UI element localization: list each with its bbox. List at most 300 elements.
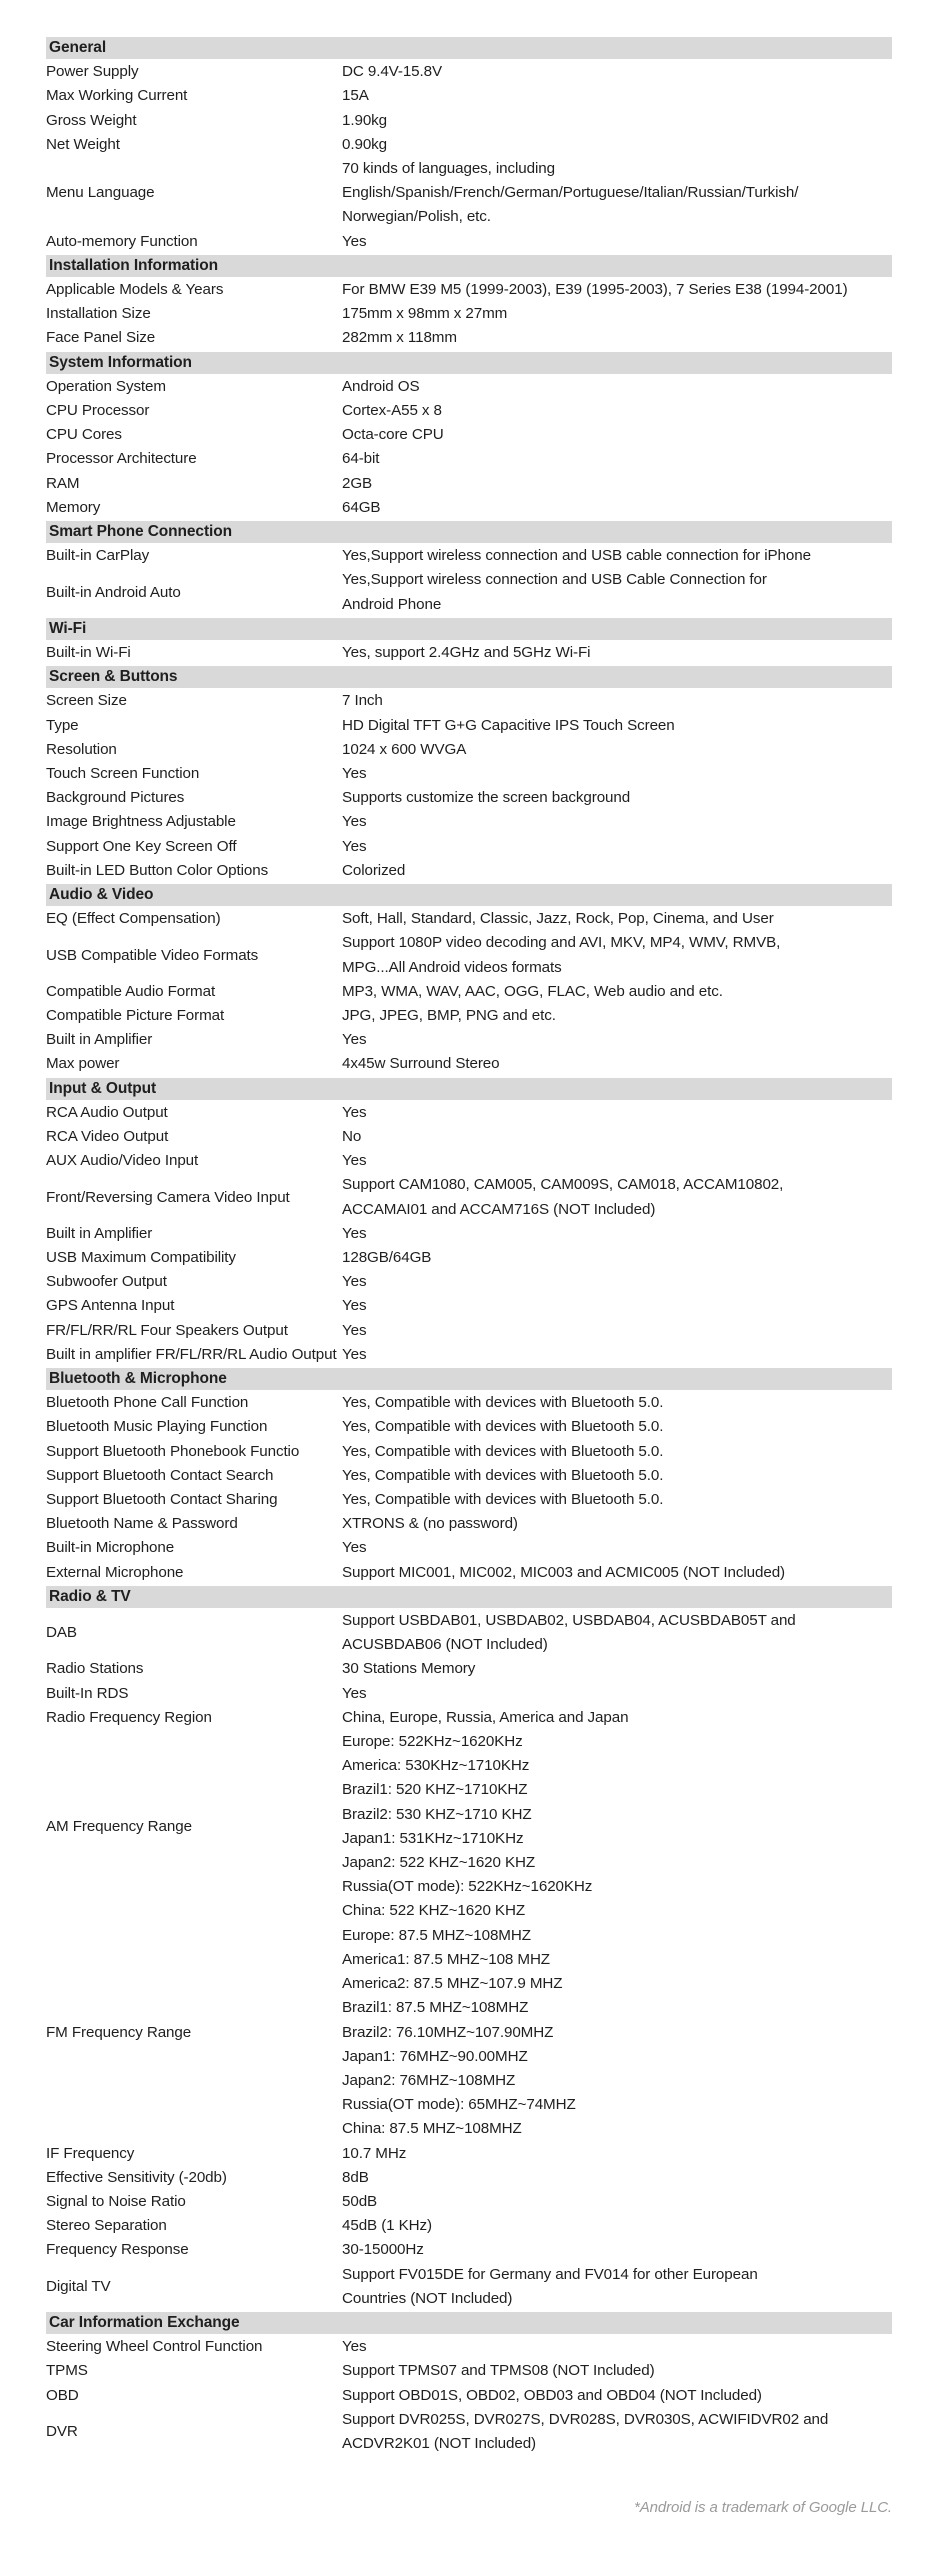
spec-row [46, 472, 892, 496]
spec-value [342, 278, 892, 302]
spec-value-line: 70 kinds of languages, including [342, 160, 555, 177]
spec-value [342, 714, 892, 738]
spec-value [342, 1294, 892, 1318]
spec-row [46, 1125, 892, 1149]
spec-value-line: Countries (NOT Included) [342, 2289, 513, 2307]
spec-row [46, 1657, 892, 1681]
spec-value-line: 128GB/64GB [342, 1249, 432, 1267]
spec-row [46, 230, 892, 254]
spec-value [342, 1149, 892, 1173]
section-header: Screen & Buttons [46, 666, 892, 688]
spec-row [46, 544, 892, 568]
spec-value-line: Android Phone [342, 595, 442, 613]
spec-row [46, 2166, 892, 2190]
spec-row [46, 447, 892, 471]
spec-value-line: 2GB [342, 474, 373, 492]
spec-label: External Microphone [46, 1563, 184, 1581]
spec-value-line: Yes [342, 232, 367, 250]
spec-label: Processor Architecture [46, 450, 197, 468]
spec-row [46, 157, 892, 230]
spec-row [46, 762, 892, 786]
spec-value [342, 1609, 892, 1657]
spec-value [342, 2214, 892, 2238]
spec-value-line: China, Europe, Russia, America and Japan [342, 1708, 629, 1726]
spec-value-line: 1.90kg [342, 111, 387, 129]
spec-row [46, 931, 892, 979]
spec-row [46, 641, 892, 665]
spec-value [342, 326, 892, 350]
spec-value-line: MPG...All Android videos formats [342, 958, 562, 976]
spec-value [342, 1270, 892, 1294]
spec-label: Built-in Microphone [46, 1539, 175, 1557]
spec-value [342, 1052, 892, 1076]
spec-value [342, 472, 892, 496]
spec-value-line: Supports customize the screen background [342, 789, 631, 807]
spec-value-line: XTRONS & (no password) [342, 1515, 518, 1533]
spec-row [46, 1391, 892, 1415]
spec-value [342, 1391, 892, 1415]
spec-label: FM Frequency Range [46, 2023, 192, 2041]
spec-label: Frequency Response [46, 2241, 189, 2259]
spec-value-line: No [342, 1128, 362, 1146]
spec-value [342, 1173, 892, 1221]
spec-value-line: ACCAMAI01 and ACCAM716S (NOT Included) [342, 1200, 656, 1218]
spec-value-line: Yes [342, 1152, 367, 1170]
spec-value-line: 30 Stations Memory [342, 1660, 476, 1678]
spec-row [46, 907, 892, 931]
spec-value [342, 1028, 892, 1052]
spec-label: Resolution [46, 740, 117, 758]
section-header: Car Information Exchange [46, 2312, 892, 2334]
spec-value [342, 1924, 892, 2142]
spec-row [46, 399, 892, 423]
spec-value-line: Brazil1: 87.5 MHZ~108MHZ [342, 1999, 529, 2017]
spec-value [342, 302, 892, 326]
spec-value-line: Yes [342, 1031, 367, 1049]
spec-row [46, 1440, 892, 1464]
spec-value [342, 641, 892, 665]
spec-label: Max power [46, 1055, 120, 1073]
spec-label: Bluetooth Phone Call Function [46, 1394, 249, 1412]
spec-row [46, 2384, 892, 2408]
spec-row [46, 496, 892, 520]
spec-label: Applicable Models & Years [46, 281, 224, 298]
spec-value [342, 907, 892, 931]
spec-value [342, 835, 892, 859]
spec-value-line: ACDVR2K01 (NOT Included) [342, 2434, 536, 2452]
spec-value-line: 282mm x 118mm [342, 329, 457, 347]
spec-row [46, 423, 892, 447]
spec-label: Built in amplifier FR/FL/RR/RL Audio Output [46, 1345, 337, 1363]
spec-value-line: Cortex-A55 x 8 [342, 402, 442, 419]
spec-value-line: America: 530KHz~1710KHz [342, 1757, 530, 1775]
spec-row [46, 1488, 892, 1512]
spec-label: Effective Sensitivity (-20db) [46, 2168, 227, 2186]
spec-value-line: Japan2: 76MHZ~108MHZ [342, 2071, 516, 2089]
spec-label: Face Panel Size [46, 329, 156, 347]
spec-label: Built-in Wi-Fi [46, 644, 131, 661]
spec-row [46, 2142, 892, 2166]
spec-label: TPMS [46, 2362, 88, 2380]
section-header: Installation Information [46, 255, 892, 277]
spec-value [342, 1561, 892, 1585]
spec-row [46, 714, 892, 738]
spec-value-line: MP3, WMA, WAV, AAC, OGG, FLAC, Web audio and etc. [342, 982, 723, 1000]
spec-label: AUX Audio/Video Input [46, 1152, 199, 1170]
spec-label: Compatible Picture Format [46, 1007, 225, 1025]
spec-label: Signal to Noise Ratio [46, 2192, 186, 2210]
spec-value [342, 1222, 892, 1246]
spec-label: Compatible Audio Format [46, 982, 216, 1000]
spec-value-line: Brazil2: 76.10MHZ~107.90MHZ [342, 2023, 554, 2041]
spec-label: RCA Video Output [46, 1128, 169, 1146]
spec-value [342, 447, 892, 471]
spec-row [46, 1609, 892, 1657]
spec-value-line: Soft, Hall, Standard, Classic, Jazz, Rock, Pop, Cinema, and User [342, 910, 774, 928]
spec-row [46, 689, 892, 713]
spec-row [46, 1101, 892, 1125]
spec-value-line: Brazil2: 530 KHZ~1710 KHZ [342, 1805, 532, 1823]
section-header: Smart Phone Connection [46, 521, 892, 543]
spec-value [342, 689, 892, 713]
section-header: System Information [46, 352, 892, 374]
spec-value-line: Yes [342, 1684, 367, 1702]
spec-value-line: Europe: 522KHz~1620KHz [342, 1733, 523, 1751]
section-header: Radio & TV [46, 1586, 892, 1608]
spec-row [46, 375, 892, 399]
spec-row [46, 859, 892, 883]
spec-label: Steering Wheel Control Function [46, 2338, 263, 2356]
spec-label: OBD [46, 2386, 79, 2404]
spec-row [46, 1512, 892, 1536]
spec-value [342, 133, 892, 157]
spec-row [46, 1004, 892, 1028]
android-trademark-note: *Android is a trademark of Google LLC. [633, 2499, 892, 2516]
spec-value-line: Norwegian/Polish, etc. [342, 208, 491, 226]
spec-label: RAM [46, 474, 80, 492]
spec-value-line: 10.7 MHz [342, 2144, 407, 2162]
spec-value-line: 64-bit [342, 450, 380, 468]
spec-value [342, 786, 892, 810]
spec-value-line: English/Spanish/French/German/Portuguese/Italian/Russian/Turkish/ [342, 184, 799, 202]
spec-value [342, 1682, 892, 1706]
spec-value-line: Yes [342, 1345, 367, 1363]
spec-value [342, 2335, 892, 2359]
spec-value-line: Support MIC001, MIC002, MIC003 and ACMIC005 (NOT Included) [342, 1563, 786, 1581]
spec-row [46, 568, 892, 616]
spec-label: IF Frequency [46, 2144, 135, 2162]
spec-label: Built in Amplifier [46, 1031, 153, 1049]
spec-value-line: China: 522 KHZ~1620 KHZ [342, 1902, 526, 1920]
spec-row [46, 302, 892, 326]
spec-value-line: 64GB [342, 498, 381, 516]
spec-value [342, 2166, 892, 2190]
spec-label: Type [46, 716, 79, 734]
spec-value [342, 157, 892, 230]
spec-row [46, 1028, 892, 1052]
spec-value [342, 762, 892, 786]
spec-table [46, 36, 892, 2456]
spec-value-line: Japan1: 76MHZ~90.00MHZ [342, 2047, 528, 2065]
spec-label: Built in Amplifier [46, 1224, 153, 1242]
spec-row [46, 1924, 892, 2142]
spec-value-line: Yes [342, 1103, 367, 1121]
spec-value-line: 30-15000Hz [342, 2241, 424, 2259]
spec-value-line: 0.90kg [342, 135, 387, 153]
spec-value-line: DC 9.4V-15.8V [342, 63, 443, 81]
spec-value-line: 1024 x 600 WVGA [342, 740, 467, 758]
spec-value [342, 1004, 892, 1028]
spec-label: Radio Stations [46, 1660, 144, 1678]
spec-label: Support One Key Screen Off [46, 837, 237, 855]
spec-value-line: Support DVR025S, DVR027S, DVR028S, DVR030S, ACWIFIDVR02 and [342, 2410, 829, 2428]
spec-row [46, 1730, 892, 1924]
spec-value-line: Support FV015DE for Germany and FV014 for other European [342, 2265, 758, 2283]
spec-value-line: Support OBD01S, OBD02, OBD03 and OBD04 (NOT Included) [342, 2386, 762, 2404]
spec-value-line: For BMW E39 M5 (1999-2003), E39 (1995-2003), 7 Series E38 (1994-2001) [342, 281, 848, 298]
spec-label: DVR [46, 2422, 78, 2440]
spec-label: Bluetooth Name & Password [46, 1515, 238, 1533]
spec-value-line: ACUSBDAB06 (NOT Included) [342, 1636, 548, 1654]
spec-value-line: Russia(OT mode): 65MHZ~74MHZ [342, 2096, 576, 2114]
spec-value-line: Russia(OT mode): 522KHz~1620KHz [342, 1878, 593, 1896]
spec-label: Built-in CarPlay [46, 547, 150, 565]
spec-value [342, 1319, 892, 1343]
spec-value-line: America2: 87.5 MHZ~107.9 MHZ [342, 1975, 563, 1993]
spec-label: USB Maximum Compatibility [46, 1249, 236, 1267]
spec-label: Support Bluetooth Contact Sharing [46, 1491, 278, 1509]
spec-value-line: Yes, Compatible with devices with Bluetooth 5.0. [342, 1491, 664, 1509]
spec-value [342, 738, 892, 762]
spec-label: FR/FL/RR/RL Four Speakers Output [46, 1321, 288, 1339]
spec-row [46, 2238, 892, 2262]
spec-value [342, 980, 892, 1004]
spec-row [46, 1415, 892, 1439]
spec-row [46, 109, 892, 133]
spec-row [46, 1706, 892, 1730]
spec-row [46, 1052, 892, 1076]
spec-value [342, 931, 892, 979]
spec-row [46, 1173, 892, 1221]
spec-value-line: Yes [342, 1224, 367, 1242]
spec-value-line: Android OS [342, 377, 420, 395]
spec-row [46, 326, 892, 350]
spec-row [46, 835, 892, 859]
spec-value-line: JPG, JPEG, BMP, PNG and etc. [342, 1007, 556, 1025]
spec-row [46, 1464, 892, 1488]
spec-label: Built-in LED Button Color Options [46, 861, 269, 879]
spec-label: Screen Size [46, 692, 127, 710]
spec-value-line: Yes [342, 2338, 367, 2356]
spec-value-line: Yes [342, 1273, 367, 1291]
spec-value-line: Yes, support 2.4GHz and 5GHz Wi-Fi [342, 644, 591, 661]
spec-value-line: Europe: 87.5 MHZ~108MHZ [342, 1926, 531, 1944]
spec-row [46, 2408, 892, 2456]
spec-label: Digital TV [46, 2277, 111, 2295]
spec-value-line: Yes [342, 1321, 367, 1339]
spec-value-line: Japan2: 522 KHZ~1620 KHZ [342, 1854, 536, 1872]
spec-value-line: Yes [342, 837, 367, 855]
spec-value-line: Yes, Compatible with devices with Bluetooth 5.0. [342, 1442, 664, 1460]
spec-value [342, 2238, 892, 2262]
spec-row [46, 2263, 892, 2311]
spec-label: Operation System [46, 377, 166, 395]
spec-value [342, 1101, 892, 1125]
spec-label: DAB [46, 1624, 77, 1642]
spec-row [46, 980, 892, 1004]
spec-value-line: 50dB [342, 2192, 378, 2210]
spec-label: Radio Frequency Region [46, 1708, 212, 1726]
spec-value [342, 810, 892, 834]
spec-value-line: Yes, Compatible with devices with Bluetooth 5.0. [342, 1418, 664, 1436]
spec-row [46, 60, 892, 84]
spec-label: Support Bluetooth Phonebook Functio [46, 1442, 300, 1460]
spec-value [342, 1512, 892, 1536]
spec-value [342, 2384, 892, 2408]
spec-label: Stereo Separation [46, 2217, 167, 2235]
spec-value-line: America1: 87.5 MHZ~108 MHZ [342, 1950, 550, 1968]
spec-label: Memory [46, 498, 101, 516]
spec-value [342, 496, 892, 520]
spec-value [342, 859, 892, 883]
spec-label: Front/Reversing Camera Video Input [46, 1188, 290, 1206]
spec-value-line: Yes,Support wireless connection and USB Cable Connection for [342, 571, 767, 589]
spec-label: Net Weight [46, 135, 120, 153]
spec-value [342, 568, 892, 616]
spec-row [46, 278, 892, 302]
spec-value [342, 1730, 892, 1924]
section-header: Input & Output [46, 1078, 892, 1100]
section-header: Audio & Video [46, 884, 892, 906]
section-header: Wi-Fi [46, 618, 892, 640]
spec-label: Built-In RDS [46, 1684, 129, 1702]
spec-label: Built-in Android Auto [46, 583, 181, 601]
spec-row [46, 2214, 892, 2238]
spec-row [46, 786, 892, 810]
spec-label: Bluetooth Music Playing Function [46, 1418, 268, 1436]
spec-row [46, 1561, 892, 1585]
spec-value-line: Support TPMS07 and TPMS08 (NOT Included) [342, 2362, 655, 2380]
spec-value [342, 1125, 892, 1149]
spec-value [342, 1440, 892, 1464]
spec-value [342, 2263, 892, 2311]
spec-value [342, 109, 892, 133]
spec-row [46, 1294, 892, 1318]
spec-value-line: 8dB [342, 2168, 369, 2186]
spec-value-line: Yes [342, 813, 367, 831]
spec-label: Power Supply [46, 63, 139, 81]
spec-value [342, 1657, 892, 1681]
spec-value [342, 2190, 892, 2214]
spec-value-line: 175mm x 98mm x 27mm [342, 305, 508, 323]
spec-value-line: 15A [342, 87, 369, 105]
spec-value-line: Support USBDAB01, USBDAB02, USBDAB04, ACUSBDAB05T and [342, 1612, 796, 1630]
spec-row [46, 1270, 892, 1294]
spec-value [342, 1246, 892, 1270]
spec-row [46, 2190, 892, 2214]
spec-value-line: Yes,Support wireless connection and USB cable connection for iPhone [342, 547, 811, 565]
spec-value [342, 2408, 892, 2456]
spec-value [342, 399, 892, 423]
spec-label: Menu Language [46, 184, 155, 202]
spec-row [46, 810, 892, 834]
spec-label: Installation Size [46, 305, 151, 323]
spec-label: USB Compatible Video Formats [46, 946, 259, 964]
spec-value-line: Yes [342, 765, 367, 782]
spec-label: CPU Cores [46, 426, 122, 444]
spec-row [46, 1682, 892, 1706]
spec-label: Support Bluetooth Contact Search [46, 1466, 274, 1484]
spec-label: Touch Screen Function [46, 765, 200, 782]
spec-value [342, 1415, 892, 1439]
spec-value-line: Octa-core CPU [342, 426, 444, 444]
spec-value [342, 1706, 892, 1730]
spec-value-line: Colorized [342, 861, 406, 879]
spec-label: Max Working Current [46, 87, 188, 105]
spec-label: Image Brightness Adjustable [46, 813, 236, 831]
spec-value-line: Japan1: 531KHz~1710KHz [342, 1829, 524, 1847]
spec-row [46, 84, 892, 108]
spec-label: CPU Processor [46, 402, 150, 419]
spec-value-line: Brazil1: 520 KHZ~1710KHZ [342, 1781, 528, 1799]
spec-label: Subwoofer Output [46, 1273, 167, 1291]
spec-label: AM Frequency Range [46, 1817, 192, 1835]
spec-value-line: Yes [342, 1297, 367, 1315]
spec-row [46, 1149, 892, 1173]
spec-value [342, 84, 892, 108]
spec-value [342, 60, 892, 84]
spec-row [46, 1343, 892, 1367]
spec-label: Gross Weight [46, 111, 137, 129]
spec-value-line: China: 87.5 MHZ~108MHZ [342, 2120, 522, 2138]
spec-row [46, 2335, 892, 2359]
spec-value-line: Support 1080P video decoding and AVI, MKV, MP4, WMV, RMVB, [342, 934, 781, 952]
spec-value [342, 1536, 892, 1560]
spec-label: Background Pictures [46, 789, 185, 807]
spec-value [342, 544, 892, 568]
spec-label: GPS Antenna Input [46, 1297, 175, 1315]
spec-value-line: Yes, Compatible with devices with Bluetooth 5.0. [342, 1466, 664, 1484]
spec-value [342, 423, 892, 447]
spec-value-line: Support CAM1080, CAM005, CAM009S, CAM018, ACCAM10802, [342, 1176, 784, 1194]
spec-row [46, 1246, 892, 1270]
spec-value-line: HD Digital TFT G+G Capacitive IPS Touch Screen [342, 716, 675, 734]
spec-value-line: 4x45w Surround Stereo [342, 1055, 500, 1073]
section-header: Bluetooth & Microphone [46, 1368, 892, 1390]
spec-value [342, 2359, 892, 2383]
spec-value [342, 1464, 892, 1488]
spec-value [342, 2142, 892, 2166]
spec-value [342, 230, 892, 254]
spec-row [46, 738, 892, 762]
spec-value [342, 1343, 892, 1367]
spec-row [46, 1536, 892, 1560]
spec-row [46, 1319, 892, 1343]
spec-value-line: 45dB (1 KHz) [342, 2217, 432, 2235]
spec-value-line: 7 Inch [342, 692, 383, 710]
spec-label: Auto-memory Function [46, 232, 198, 250]
section-header: General [46, 37, 892, 59]
spec-value-line: Yes, Compatible with devices with Bluetooth 5.0. [342, 1394, 664, 1412]
spec-label: EQ (Effect Compensation) [46, 910, 221, 928]
spec-value [342, 1488, 892, 1512]
spec-row [46, 1222, 892, 1246]
spec-label: RCA Audio Output [46, 1103, 168, 1121]
spec-value-line: Yes [342, 1539, 367, 1557]
spec-row [46, 133, 892, 157]
spec-row [46, 2359, 892, 2383]
spec-value [342, 375, 892, 399]
